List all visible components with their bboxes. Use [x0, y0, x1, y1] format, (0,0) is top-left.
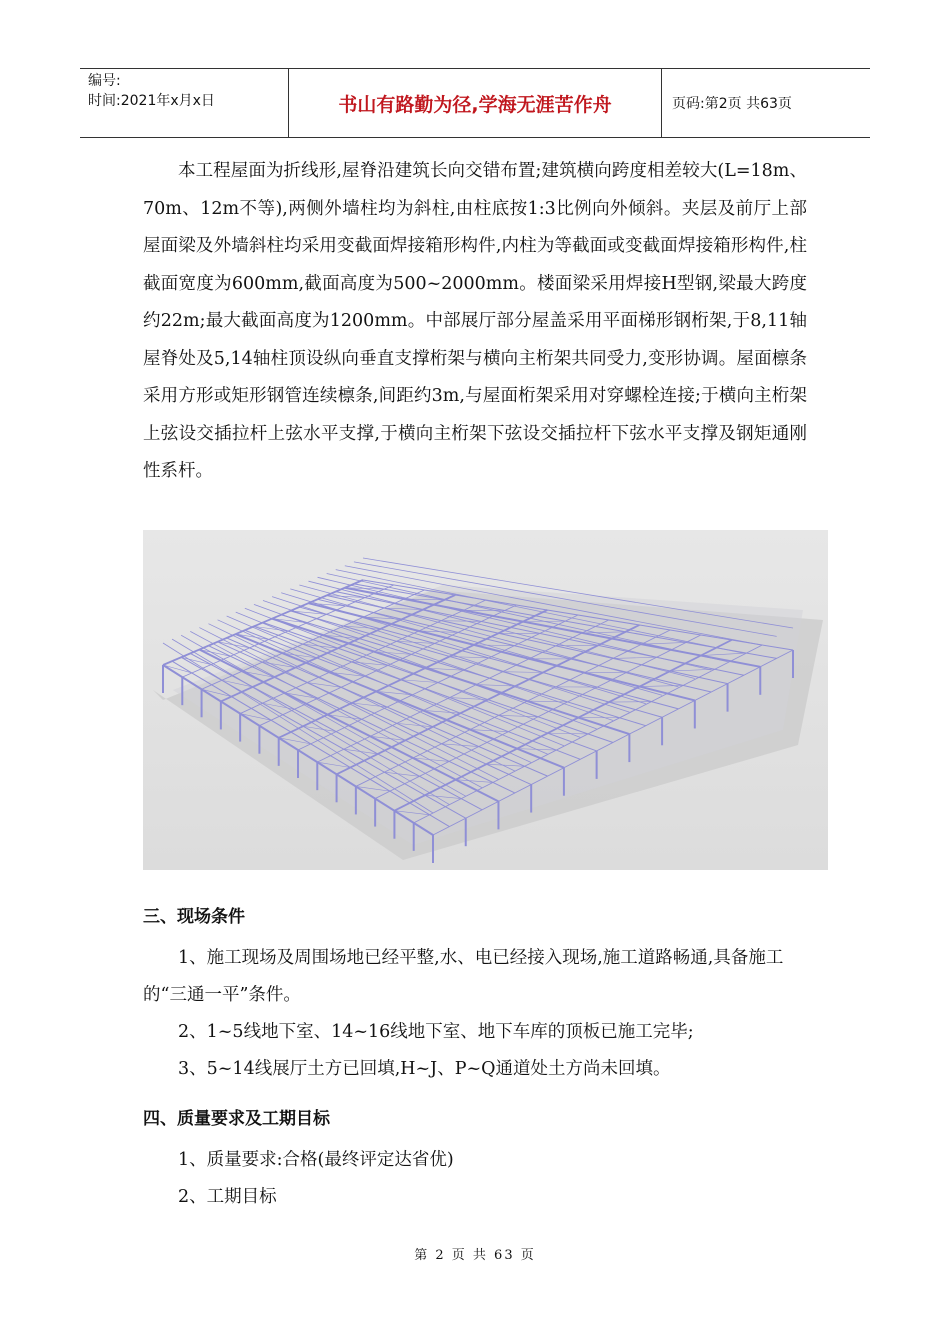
- section-3-item-2: 2、1~5线地下室、14~16线地下室、地下车库的顶板已施工完毕;: [178, 1022, 694, 1042]
- header-motto: 书山有路勤为径,学海无涯苦作舟: [289, 69, 662, 137]
- page-footer: 第 2 页 共 63 页: [414, 1248, 536, 1263]
- section-4-item-2: 2、工期目标: [178, 1187, 277, 1207]
- section-4-item-1: 1、质量要求:合格(最终评定达省优): [178, 1150, 454, 1170]
- time-label: 时间:2021年x月x日: [88, 93, 215, 109]
- section-3-item-3: 3、5~14线展厅土方已回填,H~J、P~Q通道处土方尚未回填。: [178, 1059, 671, 1079]
- steel-structure-render: [143, 530, 828, 870]
- section-3-title: 三、现场条件: [143, 907, 245, 927]
- intro-paragraph: 本工程屋面为折线形,屋脊沿建筑长向交错布置;建筑横向跨度相差较大(L=18m、70m、12m不等),两侧外墙柱均为斜柱,由柱底按1:3比例向外倾斜。夹层及前厅上部屋面梁及外墙斜柱均采用变截面焊接箱形构件,内柱为等截面或变截面焊接箱形构件,柱截面宽度为600mm,截面高度为500~2000mm。楼面梁采用焊接H型钢,梁最大跨度约22m;最大截面高度为1200mm。中部展厅部分屋盖采用平面梯形钢桁架,于8,11轴屋脊处及5,14轴柱顶设纵向垂直支撑桁架与横向主桁架共同受力,变形协调。屋面檩条采用方形或矩形钢管连续檩条,间距约3m,与屋面桁架采用对穿螺栓连接;于横向主桁架上弦设交插拉杆上弦水平支撑,于横向主桁架下弦设交插拉杆下弦水平支撑及钢矩通刚性系杆。: [143, 161, 807, 481]
- steel-frame-illustration: [143, 530, 828, 870]
- section-3-item-1: 1、施工现场及周围场地已经平整,水、电已经接入现场,施工道路畅通,具备施工的“三通一平”条件。: [143, 948, 784, 1005]
- intro-block: [143, 153, 807, 491]
- page-number-label: 页码:第2页 共63页: [672, 96, 792, 112]
- section-4-title: 四、质量要求及工期目标: [143, 1109, 330, 1129]
- page-header: [80, 68, 870, 138]
- header-info: [80, 69, 289, 137]
- code-label: 编号:: [88, 73, 121, 89]
